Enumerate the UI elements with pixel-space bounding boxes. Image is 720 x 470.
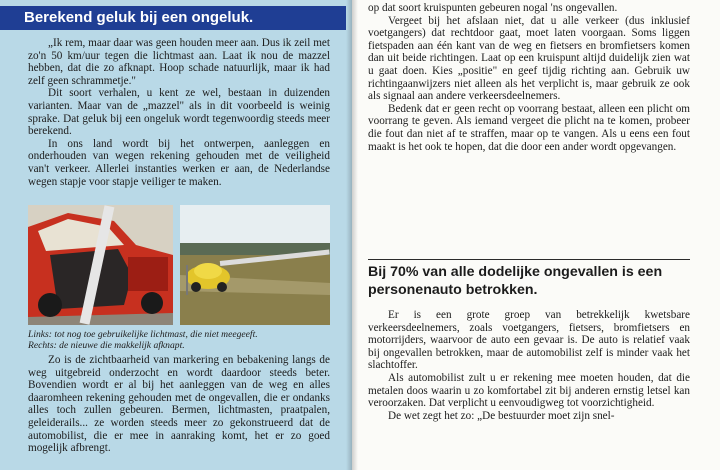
paragraph: op dat soort kruispunten gebeuren nogal 'ns ongevallen. [368,2,618,14]
right-column-top [368,2,690,153]
right-column-bottom [368,309,690,422]
caption-line: Links: tot nog toe gebruikelijke lichtmast, die niet meegeeft. [28,329,258,340]
paragraph: In ons land wordt bij het ontwerpen, aanleggen en onderhouden van wegen rekening gehouden met de veiligheid van't verkeer. Allerlei instanties werken er aan, de Nederlandse wegen stapje voor stapje veiliger te maken. [28,137,330,188]
paragraph: Er is een grote groep van betrekkelijk kwetsbare verkeersdeelnemers, zoals voetgangers, fietsers, bromfietsers en motorrijders, waarvoor de auto een gevaar is. De auto is relatief vaak bij ongevallen betrokken, maar de automobilist zelf is minder vaak het slachtoffer. [368,309,690,372]
photo-caption [28,329,330,351]
paragraph: Zo is de zichtbaarheid van markering en bebakening langs de weg uitgebreid onderzocht en wordt daardoor steeds beter. Bovendien wordt er al bij het aanleggen van de weg en alles daaromheen rekening gehouden met de ongevallen, die er ondanks alles toch zullen gebeuren. Bermen, lichtmasten, praatpalen, geleiderails... ze worden steeds meer zo gekonstrueerd dat de automobilist, die er mee in aanraking komt, het er zo goed mogelijk afbrengt. [28,354,330,455]
paragraph: Als automobilist zult u er rekening mee moeten houden, dat die metalen doos waarin u zo komfortabel zit bij anderen ernstig letsel kan veroorzaken. Dat verplicht u eenvoudigweg tot voorzichtigheid. [368,371,690,410]
paragraph: Vergeet bij het afslaan niet, dat u alle verkeer (dus inklusief voetgangers) dat rechtdoor gaat, moet laten voorgaan. Soms liggen fietspaden aan één kant van de weg en fietsers en bromfietsers komen dan uit beide richtingen. Laat op een kruispunt altijd duidelijk zien wat u gaat doen. Kies „positie" en geef tijdig richting aan. Gebruik uw richtingaanwijzers niet alleen als het verplicht is, maar gebruik ze ook als signaal aan andere verkeersdeelnemers. [368,14,690,103]
left-column-bottom [28,354,330,455]
paragraph: De wet zegt het zo: „De bestuurder moet zijn snel- [388,409,615,422]
header-bar [0,6,346,30]
left-column-top [28,37,330,188]
paragraph: Bedenk dat er geen recht op voorrang bestaat, alleen een plicht om voorrang te geven. Als iemand vergeet die plicht na te komen, probeer die fout dan niet af te straffen, maar op te vangen. Als u eens een fout maakt is het ook te hopen, dat die door een ander wordt opgevangen. [368,102,690,153]
page-gutter [346,0,358,470]
section-heading: Bij 70% van alle dodelijke ongevallen is een personenauto betrokken. [368,264,663,298]
paragraph: Dit soort verhalen, u kent ze wel, bestaan in duizenden varianten. Maar van de „mazzel" als in dit voorbeeld is weinig sprake. Dat geluk bij een ongeluk wordt tegenwoordig steeds meer berekend. [28,87,330,138]
caption-line: Rechts: de nieuwe die makkelijk afknapt. [28,340,185,351]
photo-crashed-car-lightpole [28,205,173,325]
section-divider [368,259,690,260]
paragraph: „Ik rem, maar daar was geen houden meer aan. Dus ik zeil met zo'n 50 km/uur tegen die lichtmast aan. Laat ik nou de mazzel hebben, dat die zo afknapt. Hoop schade natuurlijk, maar ik had zelf geen schrammetje." [28,37,330,87]
photo-snapped-lightpole [180,205,330,325]
page-title: Berekend geluk bij een ongeluk. [24,9,254,26]
